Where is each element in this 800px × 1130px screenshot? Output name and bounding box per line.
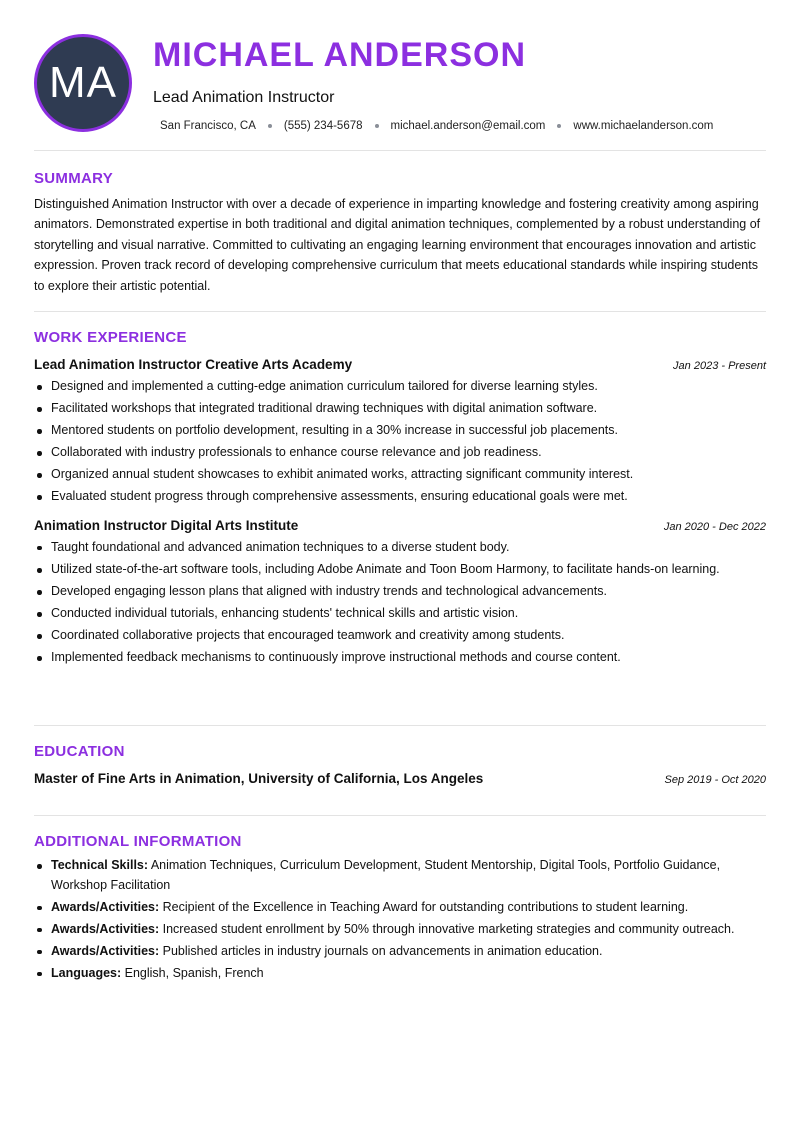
bullet-item: Developed engaging lesson plans that aligned with industry trends and technological advancements. (34, 582, 766, 602)
summary-section (34, 170, 766, 296)
job-header (34, 518, 766, 533)
job-dates: Jan 2023 - Present (673, 360, 766, 372)
bullet-item: Mentored students on portfolio development, resulting in a 30% increase in successful job placements. (34, 421, 766, 441)
candidate-name: MICHAEL ANDERSON (153, 36, 527, 74)
bullet-item: Evaluated student progress through comprehensive assessments, ensuring educational goals were met. (34, 487, 766, 507)
info-text: Animation Techniques, Curriculum Development, Student Mentorship, Digital Tools, Portfolio Guidance, Workshop Facilitation (51, 858, 721, 892)
job-header (34, 357, 766, 372)
section-title-education: EDUCATION (34, 743, 125, 760)
education-section (34, 743, 766, 786)
bullet-item: Coordinated collaborative projects that encouraged teamwork and creativity among students. (34, 626, 766, 646)
avatar (34, 34, 132, 132)
education-dates: Sep 2019 - Oct 2020 (664, 774, 766, 786)
info-item (34, 856, 766, 895)
degree: Master of Fine Arts in Animation, University of California, Los Angeles (34, 771, 484, 786)
separator-dot (375, 124, 379, 128)
divider (34, 150, 766, 151)
bullet-item: Taught foundational and advanced animation techniques to a diverse student body. (34, 538, 766, 558)
job-entry (34, 518, 766, 668)
separator-dot (268, 124, 272, 128)
bullet-item: Designed and implemented a cutting-edge animation curriculum tailored for diverse learning styles. (34, 377, 766, 397)
bullet-item: Conducted individual tutorials, enhancing students' technical skills and artistic vision. (34, 604, 766, 624)
job-dates: Jan 2020 - Dec 2022 (663, 520, 766, 533)
job-title: Lead Animation Instructor (153, 89, 335, 106)
job-role: Animation Instructor Digital Arts Institute (34, 517, 299, 533)
info-label: Technical Skills: (51, 858, 149, 872)
additional-section (34, 833, 766, 983)
job-entry (34, 357, 766, 507)
info-label: Languages: (51, 965, 122, 980)
info-item (34, 920, 766, 940)
contact-email[interactable]: michael.anderson@email.com (390, 120, 546, 132)
bullet-item: Organized annual student showcases to exhibit animated works, attracting significant community interest. (34, 465, 766, 485)
bullet-item: Collaborated with industry professionals to enhance course relevance and job readiness. (34, 443, 766, 463)
job-bullets (34, 538, 766, 668)
info-text: Recipient of the Excellence in Teaching Award for outstanding contributions to student learning. (159, 899, 689, 914)
info-label: Awards/Activities: (51, 943, 160, 958)
section-title-experience: WORK EXPERIENCE (34, 329, 187, 346)
contact-location: San Francisco, CA (160, 120, 256, 132)
info-text: English, Spanish, French (121, 965, 264, 980)
info-text: Increased student enrollment by 50% through innovative marketing strategies and community outreach. (159, 921, 735, 936)
info-item (34, 942, 766, 962)
additional-list (34, 856, 766, 983)
contact-row (160, 120, 713, 132)
info-label: Awards/Activities: (51, 899, 160, 914)
job-role: Lead Animation Instructor Creative Arts Academy (34, 357, 353, 372)
avatar-initials: MA (49, 58, 117, 107)
divider (34, 815, 766, 816)
info-item (34, 964, 766, 984)
summary-text: Distinguished Animation Instructor with over a decade of experience in imparting knowledge and fostering creativity among aspiring animators. Demonstrated expertise in both traditional and digital animation techniques, complemented by a robust understanding of storytelling and visual narrative. Committed to cultivating an engaging learning environment that encourages innovation and artistic expression. Proven track record of developing comprehensive curriculum that meets educational standards while inspiring students to explore their artistic potential. (34, 197, 761, 293)
contact-website[interactable]: www.michaelanderson.com (573, 120, 714, 132)
contact-phone[interactable]: (555) 234-5678 (283, 120, 363, 132)
resume-header (0, 0, 800, 150)
info-text: Published articles in industry journals on advancements in animation education. (159, 943, 603, 958)
job-bullets (34, 377, 766, 507)
bullet-item: Implemented feedback mechanisms to continuously improve instructional methods and course content. (34, 648, 766, 668)
info-label: Awards/Activities: (51, 921, 160, 936)
bullet-item: Utilized state-of-the-art software tools, including Adobe Animate and Toon Boom Harmony, to facilitate hands-on learning. (34, 560, 766, 580)
section-title-additional: ADDITIONAL INFORMATION (34, 833, 242, 850)
separator-dot (557, 124, 561, 128)
info-item (34, 898, 766, 918)
experience-section (34, 329, 766, 668)
divider (34, 311, 766, 312)
section-title-summary: SUMMARY (34, 170, 114, 187)
divider (34, 725, 766, 726)
education-entry (34, 771, 766, 786)
bullet-item: Facilitated workshops that integrated traditional drawing techniques with digital animation software. (34, 399, 766, 419)
